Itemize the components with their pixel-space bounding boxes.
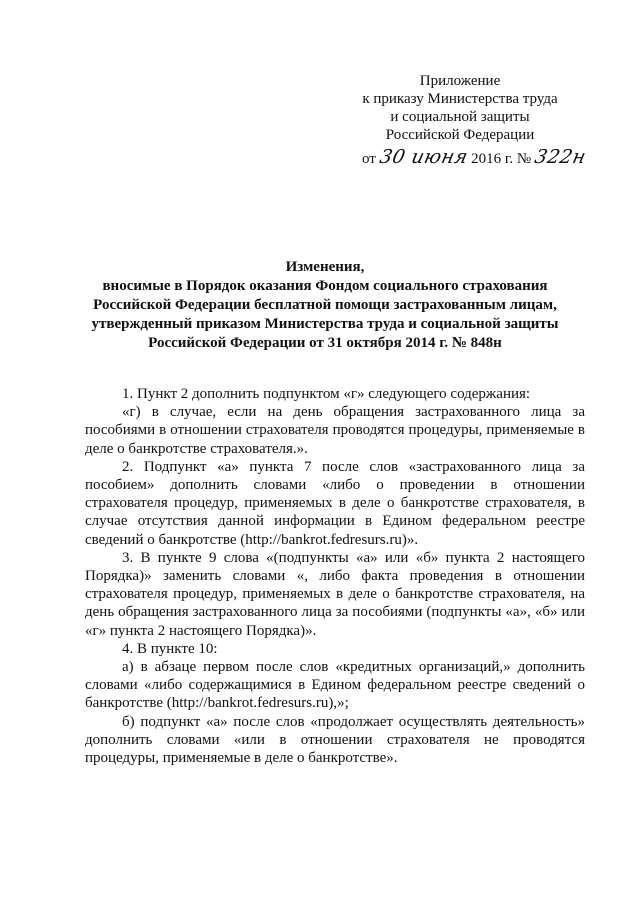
number-sign: № xyxy=(516,151,532,167)
title-line-5: Российской Федерации от 31 октября 2014 г. № 848н xyxy=(148,335,502,351)
paragraph-4-b: б) подпункт «а» после слов «продолжает осуществлять деятельность» дополнить словами «или в отношении страхователя не проводятся процедуры, применяемые в деле о банкротстве». xyxy=(85,713,585,767)
handwritten-order-number: 322н xyxy=(532,146,589,168)
appendix-header xyxy=(330,72,590,168)
order-year: 2016 г. xyxy=(471,151,514,167)
handwritten-date: 30 июня xyxy=(377,146,470,168)
title-line-1: Изменения, xyxy=(285,259,365,275)
paragraph-1: 1. Пункт 2 дополнить подпунктом «г» следующего содержания: xyxy=(122,386,531,402)
title-line-2: вносимые в Порядок оказания Фондом социального страхования xyxy=(102,278,548,294)
document-body xyxy=(85,385,585,767)
paragraph-2: 2. Подпункт «а» пункта 7 после слов «застрахованного лица за пособием» дополнить словами «либо о проведении в отношении страхователя процедур, применяемых в деле о банкротстве страхователя, в случае отсутствия данной информации в Едином федеральном реестре сведений о банкротстве (http://bankrot.fedresurs.ru)». xyxy=(85,458,585,548)
header-line-appendix: Приложение xyxy=(419,73,501,89)
title-line-4: утвержденный приказом Министерства труда и социальной защиты xyxy=(91,316,559,332)
paragraph-3: 3. В пункте 9 слова «(подпункты «а» или «б» пункта 2 настоящего Порядка)» заменить словами «, либо факта проведения в отношении страхователя процедур, применяемых в деле о банкротстве страхователя, на день обращения застрахованного лица за пособиями (подпункты «а», «б» или «г» пункта 2 настоящего Порядка)». xyxy=(85,549,585,639)
document-title xyxy=(60,258,590,353)
paragraph-4-a: а) в абзаце первом после слов «кредитных организаций,» дополнить словами «либо содержащимися в Едином федеральном реестре сведений о банкротстве (http://bankrot.fedresurs.ru),»; xyxy=(85,659,585,712)
order-date-number xyxy=(362,148,622,168)
header-line-ministry: и социальной защиты xyxy=(390,109,530,125)
date-prefix: от xyxy=(362,151,376,167)
paragraph-1-g: «г) в случае, если на день обращения застрахованного лица за пособиями в отношении страхователя проводятся процедуры, применяемые в деле о банкротстве страхователя.». xyxy=(85,404,585,457)
paragraph-4: 4. В пункте 10: xyxy=(122,640,218,657)
header-line-order: к приказу Министерства труда xyxy=(362,91,558,107)
title-line-3: Российской Федерации бесплатной помощи застрахованным лицам, xyxy=(93,297,557,313)
header-line-federation: Российской Федерации xyxy=(385,127,535,143)
